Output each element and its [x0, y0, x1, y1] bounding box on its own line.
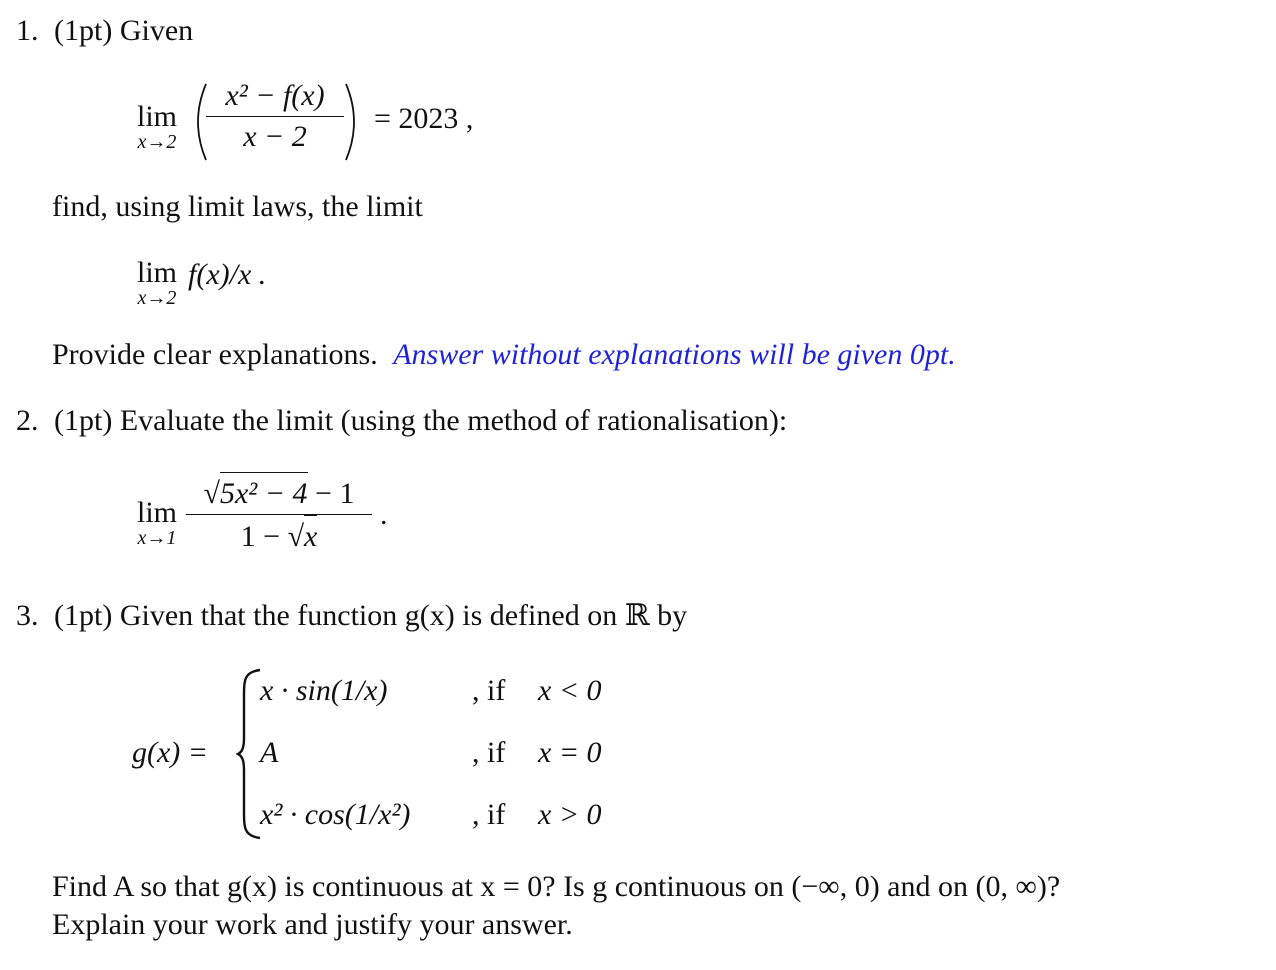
- problem-2-fraction: [186, 472, 372, 557]
- problem-3-intro: Given that the function g(x) is defined on ℝ by: [119, 599, 688, 632]
- lim-subscript: x→2: [137, 287, 177, 309]
- problem-1-number: 1.: [16, 14, 39, 47]
- problem-2-header: [16, 404, 787, 438]
- fraction-denominator: [186, 515, 372, 557]
- problem-2-points: (1pt): [54, 404, 113, 437]
- denominator-radicand: x: [304, 515, 317, 557]
- problem-3-number: 3.: [16, 599, 39, 632]
- provide-text: Provide clear explanations.: [52, 338, 378, 371]
- problem-3-question-line-1: Find A so that g(x) is continuous at x = 0? Is g continuous on (−∞, 0) and on (0, ∞)?: [52, 870, 1061, 903]
- left-paren: [188, 82, 208, 162]
- piecewise-lhs: g(x) =: [132, 736, 209, 769]
- problem-3-points: (1pt): [54, 599, 113, 632]
- problem-1-header: [16, 14, 193, 48]
- lim-operator: lim: [136, 496, 177, 529]
- case-1-cond: , if: [472, 674, 506, 707]
- fraction-numerator: x² − f(x): [225, 79, 325, 112]
- sqrt-symbol: √: [203, 477, 220, 510]
- case-2-cond: , if: [472, 736, 506, 769]
- problem-2-number: 2.: [16, 404, 39, 437]
- left-brace: [236, 668, 262, 840]
- lim-subscript: x→2: [137, 131, 177, 153]
- problem-1-points: (1pt): [54, 14, 113, 47]
- right-paren: [344, 82, 364, 162]
- numerator-radicand: 5x² − 4: [220, 472, 308, 514]
- lim-operator: lim: [136, 100, 177, 133]
- problem-3-question-line-2: Explain your work and justify your answer.: [52, 908, 573, 941]
- lim-operator: lim: [136, 256, 177, 289]
- fraction-numerator: [186, 472, 372, 514]
- case-2-expr: A: [260, 736, 279, 769]
- case-3-expr: x² · cos(1/x²): [260, 798, 411, 831]
- warning-text: Answer without explanations will be given 0pt.: [393, 338, 956, 371]
- numerator-tail: − 1: [315, 477, 355, 510]
- problem-1-given: Given: [119, 14, 194, 47]
- sqrt-symbol: √: [287, 520, 305, 553]
- case-1-rel: x < 0: [538, 674, 602, 707]
- denominator-head: 1 −: [240, 520, 281, 553]
- problem-2-instruction: Evaluate the limit (using the method of rationalisation):: [119, 404, 788, 437]
- fraction-denominator: x − 2: [243, 120, 307, 153]
- problem-3-header: [16, 598, 687, 633]
- lim-subscript: x→1: [137, 527, 177, 549]
- limit-expression: f(x)/x .: [188, 258, 267, 291]
- equals-value: = 2023 ,: [374, 102, 474, 135]
- problem-1-fraction: [206, 76, 344, 157]
- end-period: .: [380, 498, 388, 531]
- case-2-rel: x = 0: [538, 736, 602, 769]
- case-3-cond: , if: [472, 798, 506, 831]
- case-3-rel: x > 0: [538, 798, 602, 831]
- case-1-expr: x · sin(1/x): [260, 674, 388, 707]
- problem-1-instructions: [52, 338, 956, 372]
- problem-1-find-text: find, using limit laws, the limit: [52, 190, 423, 223]
